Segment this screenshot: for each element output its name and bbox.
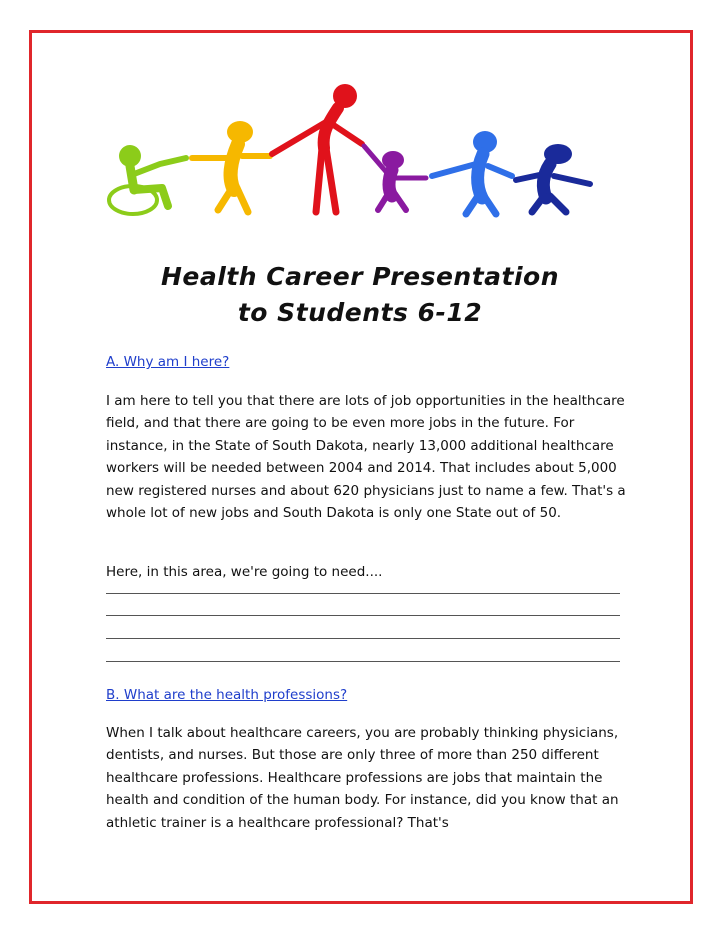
answer-line-2[interactable] [106, 615, 620, 616]
answer-line-3[interactable] [106, 638, 620, 639]
blue-figure [432, 131, 512, 214]
document-title-line-2: to Students 6-12 [237, 298, 483, 327]
answer-line-1[interactable] [106, 593, 620, 594]
purple-figure [364, 146, 426, 210]
section-b-paragraph: When I talk about healthcare careers, you are probably thinking physicians, dentists, and nurses. But those are only three of more than 250 different healthcare professions. Healthcare professions are jobs that maintain the health and condition of the human body. For instance, did you know that an athletic trainer is a healthcare professional? That's [106, 725, 619, 831]
wheelchair-figure [109, 145, 186, 214]
answer-line-4[interactable] [106, 661, 620, 662]
red-figure [272, 84, 362, 212]
section-b-heading[interactable]: B. What are the health professions? [106, 687, 348, 703]
yellow-figure [192, 121, 270, 212]
section-a-heading[interactable]: A. Why am I here? [106, 354, 230, 370]
section-a-prompt: Here, in this area, we're going to need.... [106, 564, 383, 580]
people-holding-hands-illustration [100, 78, 620, 228]
section-a-paragraph: I am here to tell you that there are lots of job opportunities in the healthcare field, and that there are going to be even more jobs in the future. For instance, in the State of South Dakota, nearly 13,000 additional healthcare workers will be needed between 2004 and 2014. That includes about 5,000 new registered nurses and about 620 physicians just to name a few. That's a whole lot of new jobs and South Dakota is only one State out of 50. [106, 393, 626, 522]
document-title-line-1: Health Career Presentation [160, 262, 560, 291]
navy-figure [516, 144, 590, 212]
